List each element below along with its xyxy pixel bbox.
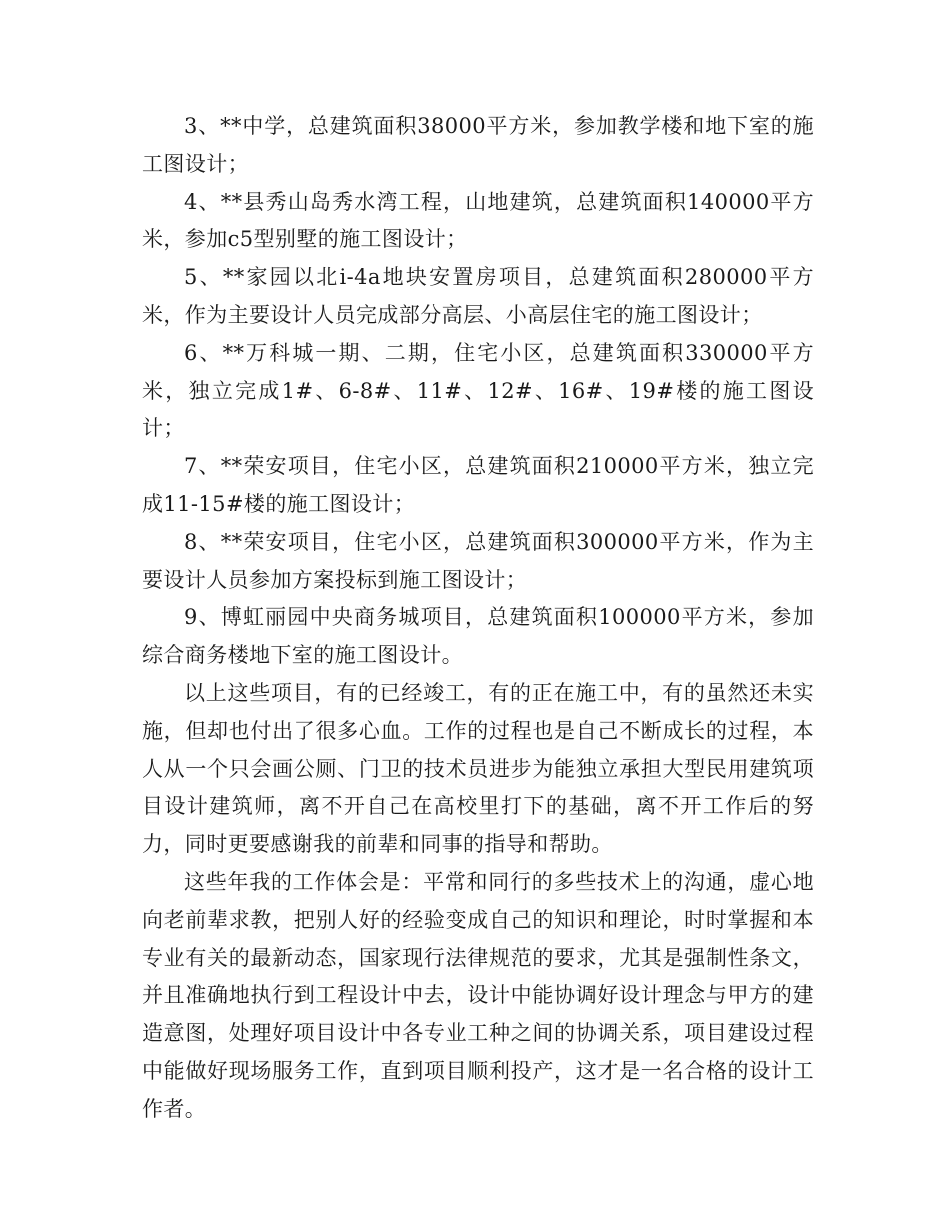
paragraph-item-3: 3、**中学，总建筑面积38000平方米，参加教学楼和地下室的施工图设计； <box>142 114 814 176</box>
paragraph-item-7: 7、**荣安项目，住宅小区，总建筑面积210000平方米，独立完成11-15#楼的施工图设计； <box>142 454 814 516</box>
document-body <box>142 108 814 1129</box>
paragraph-item-9: 9、博虹丽园中央商务城项目，总建筑面积100000平方米，参加综合商务楼地下室的施工图设计。 <box>142 605 814 668</box>
paragraph-item-6: 6、**万科城一期、二期，住宅小区，总建筑面积330000平方米，独立完成1#、6-8#、11#、12#、16#、19#楼的施工图设计； <box>142 340 814 441</box>
paragraph-item-5: 5、**家园以北i-4a地块安置房项目，总建筑面积280000平方米，作为主要设计人员完成部分高层、小高层住宅的施工图设计； <box>142 265 814 327</box>
paragraph-item-8: 8、**荣安项目，住宅小区，总建筑面积300000平方米，作为主要设计人员参加方案投标到施工图设计； <box>142 529 814 592</box>
paragraph-item-4: 4、**县秀山岛秀水湾工程，山地建筑，总建筑面积140000平方米，参加c5型别墅的施工图设计； <box>142 189 814 252</box>
paragraph-summary: 以上这些项目，有的已经竣工，有的正在施工中，有的虽然还未实施，但却也付出了很多心血。工作的过程也是自己不断成长的过程，本人从一个只会画公厕、门卫的技术员进步为能独立承担大型民用建筑项目设计建筑师，离不开自己在高校里打下的基础，离不开工作后的努力，同时更要感谢我的前辈和同事的指导和帮助。 <box>142 680 814 857</box>
paragraph-experience: 这些年我的工作体会是：平常和同行的多些技术上的沟通，虚心地向老前辈求教，把别人好的经验变成自己的知识和理论，时时掌握和本专业有关的最新动态，国家现行法律规范的要求，尤其是强制性条文，并且准确地执行到工程设计中去，设计中能协调好设计理念与甲方的建造意图，处理好项目设计中各专业工种之间的协调关系，项目建设过程中能做好现场服务工作，直到项目顺利投产，这才是一名合格的设计工作者。 <box>142 869 814 1121</box>
